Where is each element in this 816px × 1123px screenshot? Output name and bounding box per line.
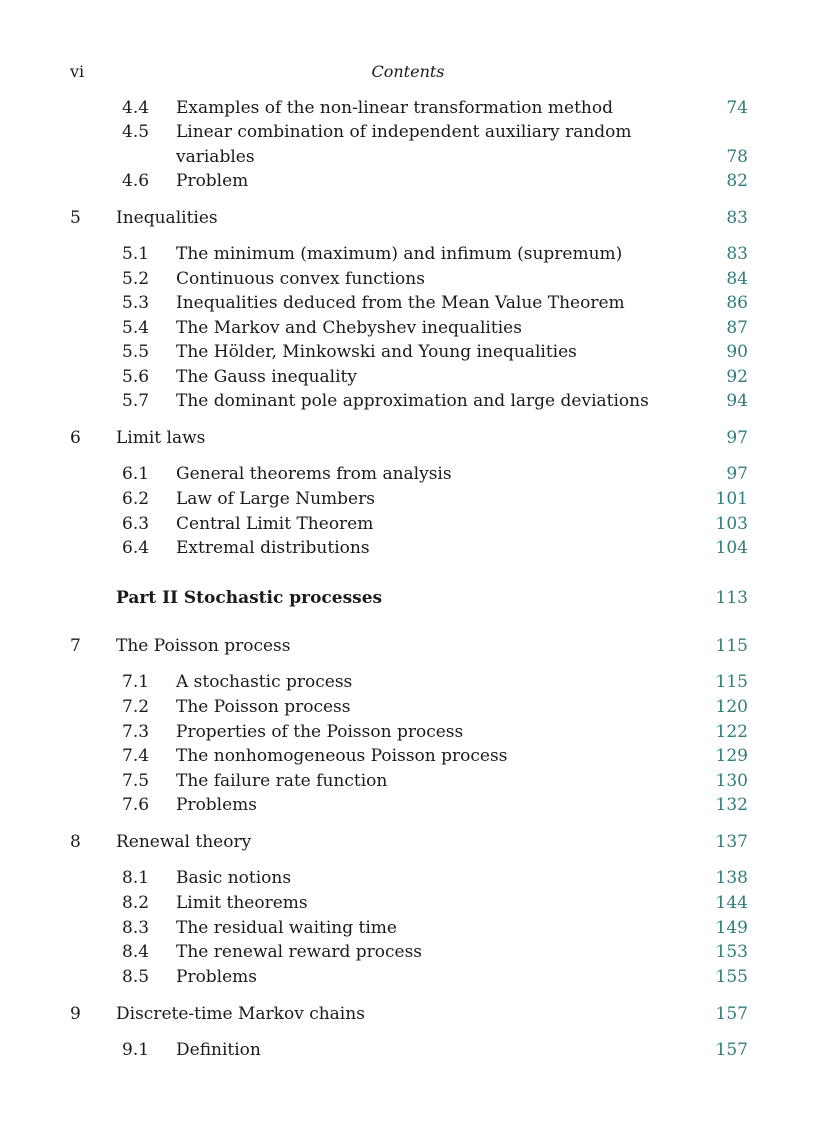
section-title: Problem (176, 171, 249, 191)
section-title: Definition (176, 1040, 261, 1060)
toc-section-entry[interactable] (0, 121, 816, 167)
chapter-number: 9 (70, 1004, 81, 1024)
toc-section-entry[interactable] (0, 941, 816, 963)
toc-section-entry[interactable] (0, 696, 816, 718)
running-title: Contents (371, 62, 445, 81)
section-number: 5.5 (122, 342, 150, 362)
toc-chapter-entry[interactable] (0, 831, 816, 853)
section-number: 4.4 (122, 98, 150, 118)
page-link[interactable]: 120 (715, 697, 748, 717)
section-number: 5.2 (122, 269, 150, 289)
section-title-continuation: variables (176, 147, 255, 167)
toc-section-entry[interactable] (0, 537, 816, 559)
page-link[interactable]: 115 (715, 636, 748, 656)
toc-section-entry[interactable] (0, 317, 816, 339)
section-number: 8.3 (122, 918, 150, 938)
section-number: 7.6 (122, 795, 150, 815)
page-link[interactable]: 149 (715, 918, 748, 938)
toc-part-entry[interactable] (0, 587, 816, 609)
section-number: 4.5 (122, 122, 150, 142)
section-number: 5.6 (122, 367, 150, 387)
toc-section-entry[interactable] (0, 463, 816, 485)
section-number: 9.1 (122, 1040, 150, 1060)
chapter-number: 5 (70, 208, 81, 228)
toc-section-entry[interactable] (0, 917, 816, 939)
chapter-number: 7 (70, 636, 81, 656)
page-link[interactable]: 137 (715, 832, 748, 852)
section-title: Basic notions (176, 868, 292, 888)
toc-section-entry[interactable] (0, 794, 816, 816)
section-number: 5.7 (122, 391, 150, 411)
page-link[interactable]: 83 (726, 244, 748, 264)
section-number: 5.1 (122, 244, 150, 264)
section-title: The Gauss inequality (176, 367, 357, 387)
page-link[interactable]: 157 (715, 1040, 748, 1060)
toc-chapter-entry[interactable] (0, 635, 816, 657)
page-link[interactable]: 74 (726, 98, 748, 118)
section-title: The dominant pole approximation and large deviations (176, 391, 649, 411)
section-title: General theorems from analysis (176, 464, 452, 484)
page-link[interactable]: 82 (726, 171, 748, 191)
page-link[interactable]: 103 (715, 514, 748, 534)
page-link[interactable]: 153 (715, 942, 748, 962)
section-number: 7.2 (122, 697, 150, 717)
page-link[interactable]: 115 (715, 672, 748, 692)
page-link[interactable]: 157 (715, 1004, 748, 1024)
toc-chapter-entry[interactable] (0, 427, 816, 449)
page-link[interactable]: 78 (726, 147, 748, 167)
section-title: Continuous convex functions (176, 269, 425, 289)
section-number: 7.5 (122, 771, 150, 791)
page-link[interactable]: 130 (715, 771, 748, 791)
section-title: Problems (176, 795, 258, 815)
toc-section-entry[interactable] (0, 513, 816, 535)
page-link[interactable]: 86 (726, 293, 748, 313)
toc-section-entry[interactable] (0, 721, 816, 743)
section-title: Problems (176, 967, 258, 987)
section-title: The Hölder, Minkowski and Young inequalities (176, 342, 577, 362)
toc-section-entry[interactable] (0, 366, 816, 388)
toc-section-entry[interactable] (0, 671, 816, 693)
toc-section-entry[interactable] (0, 390, 816, 412)
section-number: 7.4 (122, 746, 150, 766)
toc-chapter-entry[interactable] (0, 1003, 816, 1025)
page-link[interactable]: 84 (726, 269, 748, 289)
chapter-title: Limit laws (116, 428, 206, 448)
section-title: The nonhomogeneous Poisson process (176, 746, 508, 766)
section-title: Examples of the non-linear transformation method (176, 98, 613, 118)
page-link[interactable]: 138 (715, 868, 748, 888)
section-title: The renewal reward process (176, 942, 423, 962)
page-link[interactable]: 129 (715, 746, 748, 766)
page-link[interactable]: 132 (715, 795, 748, 815)
section-number: 5.3 (122, 293, 150, 313)
toc-section-entry[interactable] (0, 488, 816, 510)
section-title: The residual waiting time (176, 918, 397, 938)
section-title: Inequalities deduced from the Mean Value Theorem (176, 293, 625, 313)
toc-section-entry[interactable] (0, 770, 816, 792)
page-link[interactable]: 94 (726, 391, 748, 411)
section-title: The failure rate function (176, 771, 388, 791)
toc-chapter-entry[interactable] (0, 207, 816, 229)
part-title: Part II Stochastic processes (116, 588, 383, 608)
section-title: Linear combination of independent auxiliary random (176, 122, 632, 142)
section-title: Law of Large Numbers (176, 489, 375, 509)
chapter-title: Inequalities (116, 208, 218, 228)
page-link[interactable]: 92 (726, 367, 748, 387)
page-link[interactable]: 113 (715, 588, 748, 608)
section-title: A stochastic process (176, 672, 353, 692)
page-link[interactable]: 122 (715, 722, 748, 742)
toc-section-entry[interactable] (0, 892, 816, 914)
section-title: The Poisson process (176, 697, 351, 717)
toc-section-entry[interactable] (0, 97, 816, 119)
toc-section-entry[interactable] (0, 1039, 816, 1061)
section-title: Properties of the Poisson process (176, 722, 464, 742)
chapter-number: 6 (70, 428, 81, 448)
section-title: Limit theorems (176, 893, 308, 913)
section-number: 5.4 (122, 318, 150, 338)
page-number: vi (70, 62, 85, 81)
section-number: 8.1 (122, 868, 150, 888)
chapter-title: Discrete-time Markov chains (116, 1004, 365, 1024)
section-number: 8.2 (122, 893, 150, 913)
page-link[interactable]: 97 (726, 464, 748, 484)
section-number: 8.4 (122, 942, 150, 962)
section-number: 6.2 (122, 489, 150, 509)
toc-section-entry[interactable] (0, 268, 816, 290)
section-number: 4.6 (122, 171, 150, 191)
page-link[interactable]: 155 (715, 967, 748, 987)
section-title: Central Limit Theorem (176, 514, 374, 534)
section-title: The minimum (maximum) and infimum (supremum) (176, 244, 623, 264)
toc-section-entry[interactable] (0, 292, 816, 314)
section-number: 7.1 (122, 672, 150, 692)
page-link[interactable]: 101 (715, 489, 748, 509)
page-link[interactable]: 87 (726, 318, 748, 338)
page-link[interactable]: 83 (726, 208, 748, 228)
page-link[interactable]: 144 (715, 893, 748, 913)
toc-section-entry[interactable] (0, 966, 816, 988)
page-link[interactable]: 90 (726, 342, 748, 362)
chapter-title: The Poisson process (116, 636, 291, 656)
toc-section-entry[interactable] (0, 243, 816, 265)
section-number: 8.5 (122, 967, 150, 987)
toc-section-entry[interactable] (0, 745, 816, 767)
section-number: 6.1 (122, 464, 150, 484)
toc-section-entry[interactable] (0, 867, 816, 889)
chapter-number: 8 (70, 832, 81, 852)
page-link[interactable]: 97 (726, 428, 748, 448)
section-title: Extremal distributions (176, 538, 370, 558)
section-number: 6.4 (122, 538, 150, 558)
section-number: 7.3 (122, 722, 150, 742)
section-title: The Markov and Chebyshev inequalities (176, 318, 522, 338)
toc-section-entry[interactable] (0, 341, 816, 363)
section-number: 6.3 (122, 514, 150, 534)
page-link[interactable]: 104 (715, 538, 748, 558)
toc-section-entry[interactable] (0, 170, 816, 192)
chapter-title: Renewal theory (116, 832, 252, 852)
